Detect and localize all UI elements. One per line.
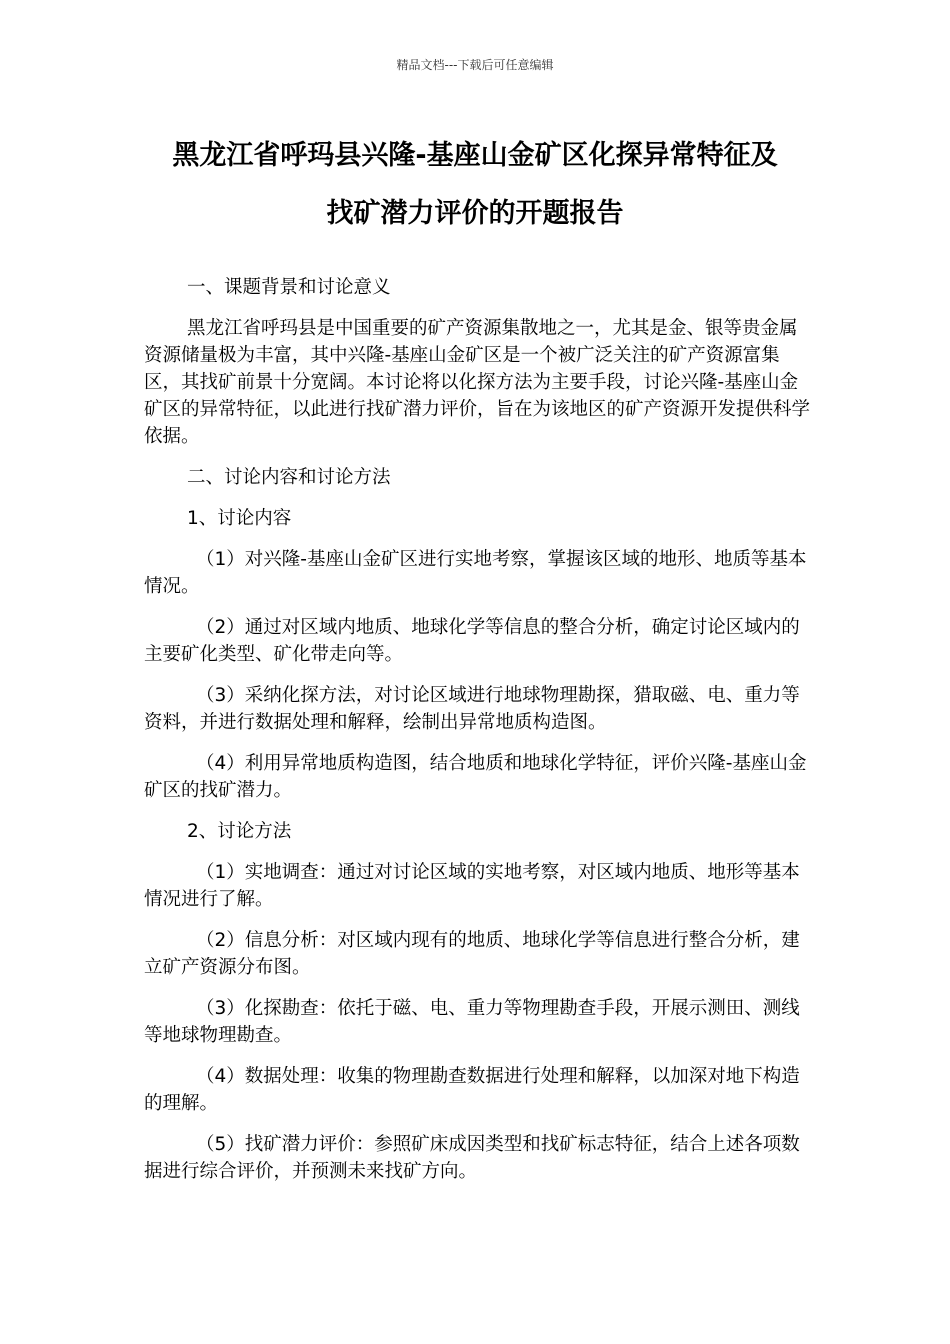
method-item-2: （2）信息分析：对区域内现有的地质、地球化学等信息进行整合分析，建立矿产资源分布图。	[144, 930, 800, 978]
document-title-line-2: 找矿潜力评价的开题报告	[326, 198, 624, 229]
method-item-4: （4）数据处理：收集的物理勘查数据进行处理和解释，以加深对地下构造的理解。	[144, 1066, 800, 1114]
content-item-4: （4）利用异常地质构造图，结合地质和地球化学特征，评价兴隆-基座山金矿区的找矿潜力。	[144, 753, 807, 801]
document-title-line-1: 黑龙江省呼玛县兴隆-基座山金矿区化探异常特征及	[172, 140, 778, 171]
method-item-5: （5）找矿潜力评价：参照矿床成因类型和找矿标志特征，结合上述各项数据进行综合评价，并预测未来找矿方向。	[144, 1134, 800, 1182]
section-heading-content-methods: 二、讨论内容和讨论方法	[187, 467, 391, 488]
content-item-1: （1）对兴隆-基座山金矿区进行实地考察，掌握该区域的地形、地质等基本情况。	[144, 549, 807, 597]
method-item-1: （1）实地调查：通过对讨论区域的实地考察，对区域内地质、地形等基本情况进行了解。	[144, 862, 800, 910]
header-watermark: 精品文档---下载后可任意编辑	[396, 58, 554, 72]
content-item-3: （3）采纳化探方法，对讨论区域进行地球物理勘探，猎取磁、电、重力等资料，并进行数据处理和解释，绘制出异常地质构造图。	[144, 685, 800, 733]
document-body	[144, 274, 812, 1199]
method-item-3: （3）化探勘查：依托于磁、电、重力等物理勘查手段，开展示测田、测线等地球物理勘查。	[144, 998, 800, 1046]
section-heading-background: 一、课题背景和讨论意义	[187, 277, 391, 298]
content-item-2: （2）通过对区域内地质、地球化学等信息的整合分析，确定讨论区域内的主要矿化类型、矿化带走向等。	[144, 617, 800, 665]
paragraph-background: 黑龙江省呼玛县是中国重要的矿产资源集散地之一，尤其是金、银等贵金属资源储量极为丰富，其中兴隆-基座山金矿区是一个被广泛关注的矿产资源富集区，其找矿前景十分宽阔。本讨论将以化探方法为主要手段，讨论兴隆-基座山金矿区的异常特征，以此进行找矿潜力评价，旨在为该地区的矿产资源开发提供科学依据。	[144, 318, 811, 447]
subsection-heading-content: 1、讨论内容	[187, 508, 292, 529]
subsection-heading-methods: 2、讨论方法	[187, 821, 292, 842]
